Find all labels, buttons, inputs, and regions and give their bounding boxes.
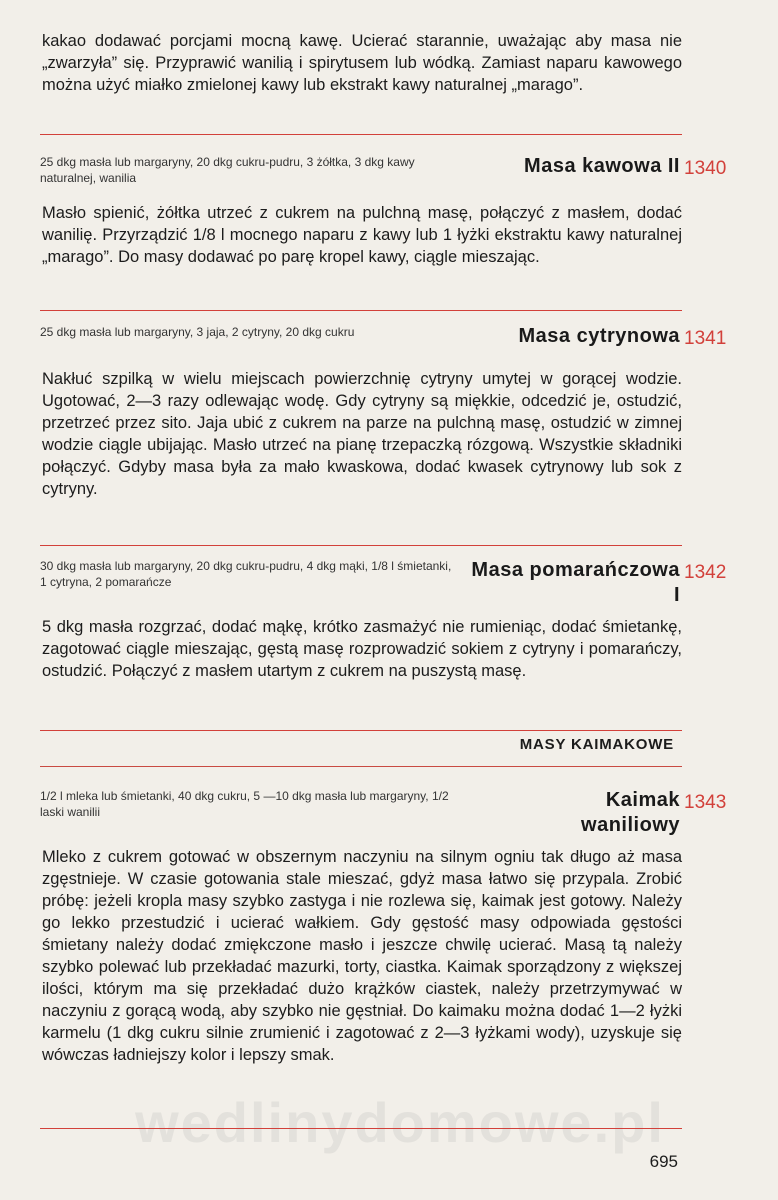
- recipe-number: 1342: [684, 562, 727, 583]
- recipe-number: 1340: [684, 158, 727, 179]
- recipe-number: 1341: [684, 328, 727, 349]
- divider-rule: [40, 545, 682, 546]
- divider-rule: [40, 1128, 682, 1129]
- divider-rule: [40, 310, 682, 311]
- intro-paragraph: kakao dodawać porcjami mocną kawę. Ucierać starannie, uważając aby masa nie „zwarzyła” się. Przyprawić wanilią i spirytusem lub wódką. Zamiast naparu kawowego można użyć miałko zmielonej kawy lub ekstrakt kawy naturalnej „marago”.: [42, 32, 682, 94]
- recipe-ingredients: 1/2 l mleka lub śmietanki, 40 dkg cukru, 5 —10 dkg masła lub margaryny, 1/2 laski wanilii: [40, 789, 449, 819]
- recipe-body: Nakłuć szpilką w wielu miejscach powierzchnię cytryny umytej w gorącej wodzie. Ugotować, 2—3 razy odlewając wodę. Gdy cytryny są miękkie, odcedzić je, ostudzić, przetrzeć przez sito. Jaja ubić z cukrem na parze na pulchną masę, ostudzić w zimnej wodzie ciągle ubijając. Masło utrzeć na pianę trzepaczką rózgową. Wszystkie składniki połączyć. Gdyby masa była za mało kwaskowa, dodać kwasek cytrynowy lub sok z cytryny.: [42, 370, 682, 498]
- recipe-number: 1343: [684, 792, 727, 813]
- recipe-title: Kaimak waniliowy: [581, 789, 680, 836]
- recipe-ingredients: 30 dkg masła lub margaryny, 20 dkg cukru-pudru, 4 dkg mąki, 1/8 l śmietanki, 1 cytryna, 2 pomarańcze: [40, 559, 452, 589]
- divider-rule: [40, 766, 682, 767]
- page-number: 695: [649, 1152, 678, 1171]
- divider-rule: [40, 730, 682, 731]
- section-title: MASY KAIMAKOWE: [519, 736, 674, 753]
- recipe-body: 5 dkg masła rozgrzać, dodać mąkę, krótko zasmażyć nie rumieniąc, dodać śmietankę, zagotować ciągle mieszając, gęstą masę rozprowadzić sokiem z cytryny i pomarańczy, ostudzić. Połączyć z masłem utartym z cukrem na puszystą masę.: [42, 618, 682, 680]
- recipe-title: Masa pomarańczowa I: [471, 559, 680, 606]
- recipe-body: Masło spienić, żółtka utrzeć z cukrem na pulchną masę, połączyć z masłem, dodać wanilię. Przyrządzić 1/8 l mocnego naparu z kawy lub 1 łyżki ekstraktu kawy naturalnej „marago”. Do masy dodawać po parę kropel kawy, ciągle mieszając.: [42, 204, 682, 266]
- recipe-title: Masa kawowa II: [524, 155, 680, 177]
- recipe-ingredients: 25 dkg masła lub margaryny, 20 dkg cukru-pudru, 3 żółtka, 3 dkg kawy naturalnej, wanilia: [40, 155, 415, 185]
- recipe-title: Masa cytrynowa: [518, 325, 680, 347]
- recipe-body: Mleko z cukrem gotować w obszernym naczyniu na silnym ogniu tak długo aż masa zgęstnieje. W czasie gotowania stale mieszać, gdyż masa łatwo się przypala. Zrobić próbę: jeżeli kropla masy szybko zastyga i nie rozlewa się, kaimak jest gotowy. Należy go lekko przestudzić i ucierać wałkiem. Gdy gęstość masy odpowiada gęstości śmietany należy dodać zmiękczone masło i jeszcze chwilę ucierać. Masą tą należy szybko polewać lub przekładać mazurki, torty, ciastka. Kaimak sporządzony z większej ilości, którym ma się przekładać dużo krążków ciastek, należy przetrzymywać w naczyniu z gorącą wodą, aby szybko nie gęstniał. Do kaimaku można dodać 1—2 łyżki karmelu (1 dkg cukru silnie zrumienić i zagotować z 2—3 łyżkami wody), uzyskuje się wówczas ładniejszy kolor i lepszy smak.: [42, 848, 682, 1064]
- divider-rule: [40, 134, 682, 135]
- watermark: wedlinydomowe.pl: [135, 1091, 665, 1154]
- recipe-ingredients: 25 dkg masła lub margaryny, 3 jaja, 2 cytryny, 20 dkg cukru: [40, 325, 355, 339]
